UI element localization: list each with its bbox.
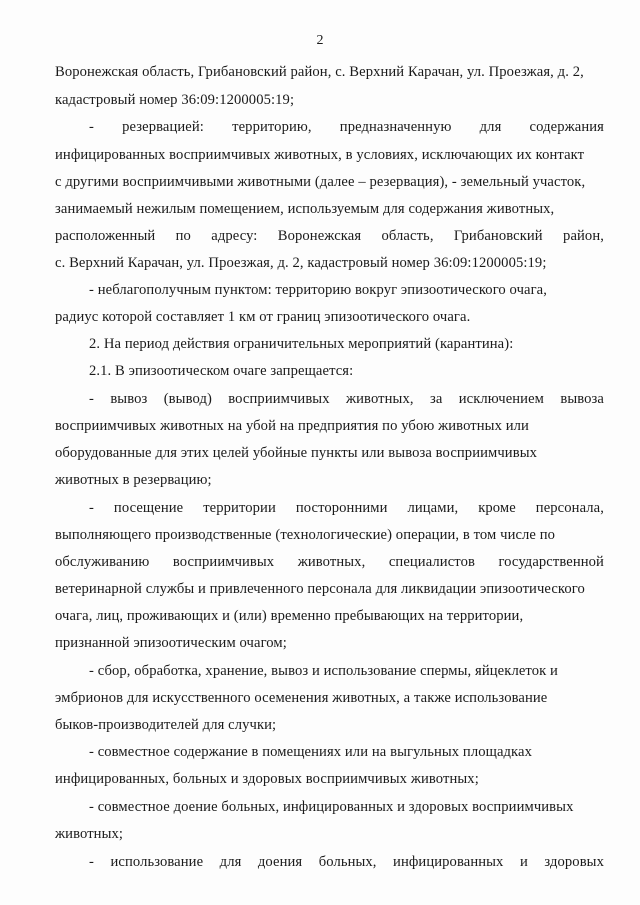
word: для (219, 854, 242, 870)
word: адресу: (211, 228, 258, 244)
word: за (429, 391, 443, 407)
text-line-13 (89, 389, 604, 409)
word: животных, (297, 554, 366, 570)
text-line-24: эмбрионов для искусственного осеменения животных, а также использование (55, 690, 548, 706)
word: государственной (498, 554, 604, 570)
word: Воронежская (277, 228, 362, 244)
text-line-27: инфицированных, больных и здоровых восприимчивых животных; (55, 771, 479, 787)
word: - (89, 119, 94, 135)
text-line-16: животных в резервацию; (55, 472, 212, 488)
word: посторонними (295, 500, 388, 516)
word: расположенный (55, 228, 156, 244)
word: резервацией: (122, 119, 204, 135)
word: - (89, 854, 94, 870)
word: для (479, 119, 502, 135)
text-line-10: радиус которой составляет 1 км от границ эпизоотического очага. (55, 309, 471, 325)
word: территории (203, 500, 276, 516)
word: инфицированных (393, 854, 504, 870)
text-line-20: ветеринарной службы и привлеченного персонала для ликвидации эпизоотического (55, 581, 585, 597)
word: доения (257, 854, 303, 870)
word: исключением (458, 391, 545, 407)
word: восприимчивых (172, 554, 275, 570)
text-line-25: быков-производителей для случки; (55, 717, 277, 733)
word: - (89, 391, 94, 407)
text-line-30 (89, 852, 604, 872)
text-line-3 (89, 117, 604, 137)
word: персонала, (535, 500, 604, 516)
word: район, (563, 228, 604, 244)
word: лицами, (407, 500, 459, 516)
text-line-14: восприимчивых животных на убой на предприятия по убою животных или (55, 418, 529, 434)
text-line-22: признанной эпизоотическим очагом; (55, 635, 287, 651)
text-line-6: занимаемый нежилым помещением, используемым для содержания животных, (55, 201, 555, 217)
text-line-9: - неблагополучным пунктом: территорию вокруг эпизоотического очага, (89, 282, 548, 298)
word: по (175, 228, 191, 244)
word: вывоза (560, 391, 604, 407)
word: животных, (345, 391, 414, 407)
text-line-26: - совместное содержание в помещениях или на выгульных площадках (89, 744, 532, 760)
text-line-15: оборудованные для этих целей убойные пункты или вывоза восприимчивых (55, 445, 538, 461)
text-line-18: выполняющего производственные (технологические) операции, в том числе по (55, 527, 556, 543)
text-line-1: Воронежская область, Грибановский район, с. Верхний Карачан, ул. Проезжая, д. 2, (55, 64, 584, 80)
word: обслуживанию (55, 554, 150, 570)
word: специалистов (388, 554, 475, 570)
word: предназначенную (339, 119, 452, 135)
text-line-29: животных; (55, 826, 124, 842)
text-line-21: очага, лиц, проживающих и (или) временно пребывающих на территории, (55, 608, 524, 624)
word: использование (110, 854, 204, 870)
text-line-17 (89, 498, 604, 518)
text-line-5: с другими восприимчивыми животными (далее – резервация), - земельный участок, (55, 174, 586, 190)
page-number: 2 (316, 33, 324, 48)
word: область, (381, 228, 434, 244)
word: и (519, 854, 528, 870)
word: содержания (529, 119, 604, 135)
word: здоровых (544, 854, 604, 870)
text-line-11: 2. На период действия ограничительных мероприятий (карантина): (89, 336, 514, 352)
word: (вывод) (163, 391, 212, 407)
text-line-19 (55, 552, 604, 572)
text-line-2: кадастровый номер 36:09:1200005:19; (55, 92, 295, 108)
text-line-23: - сбор, обработка, хранение, вывоз и использование спермы, яйцеклеток и (89, 663, 558, 679)
text-line-7 (55, 226, 604, 246)
word: территорию, (232, 119, 312, 135)
word: Грибановский (453, 228, 543, 244)
word: - (89, 500, 94, 516)
word: кроме (478, 500, 516, 516)
word: больных, (318, 854, 377, 870)
word: вывоз (110, 391, 148, 407)
text-line-12: 2.1. В эпизоотическом очаге запрещается: (89, 363, 354, 379)
text-line-8: с. Верхний Карачан, ул. Проезжая, д. 2, кадастровый номер 36:09:1200005:19; (55, 255, 547, 271)
word: посещение (113, 500, 184, 516)
text-line-4: инфицированных восприимчивых животных, в условиях, исключающих их контакт (55, 147, 585, 163)
word: восприимчивых (228, 391, 330, 407)
text-line-28: - совместное доение больных, инфицированных и здоровых восприимчивых (89, 799, 574, 815)
